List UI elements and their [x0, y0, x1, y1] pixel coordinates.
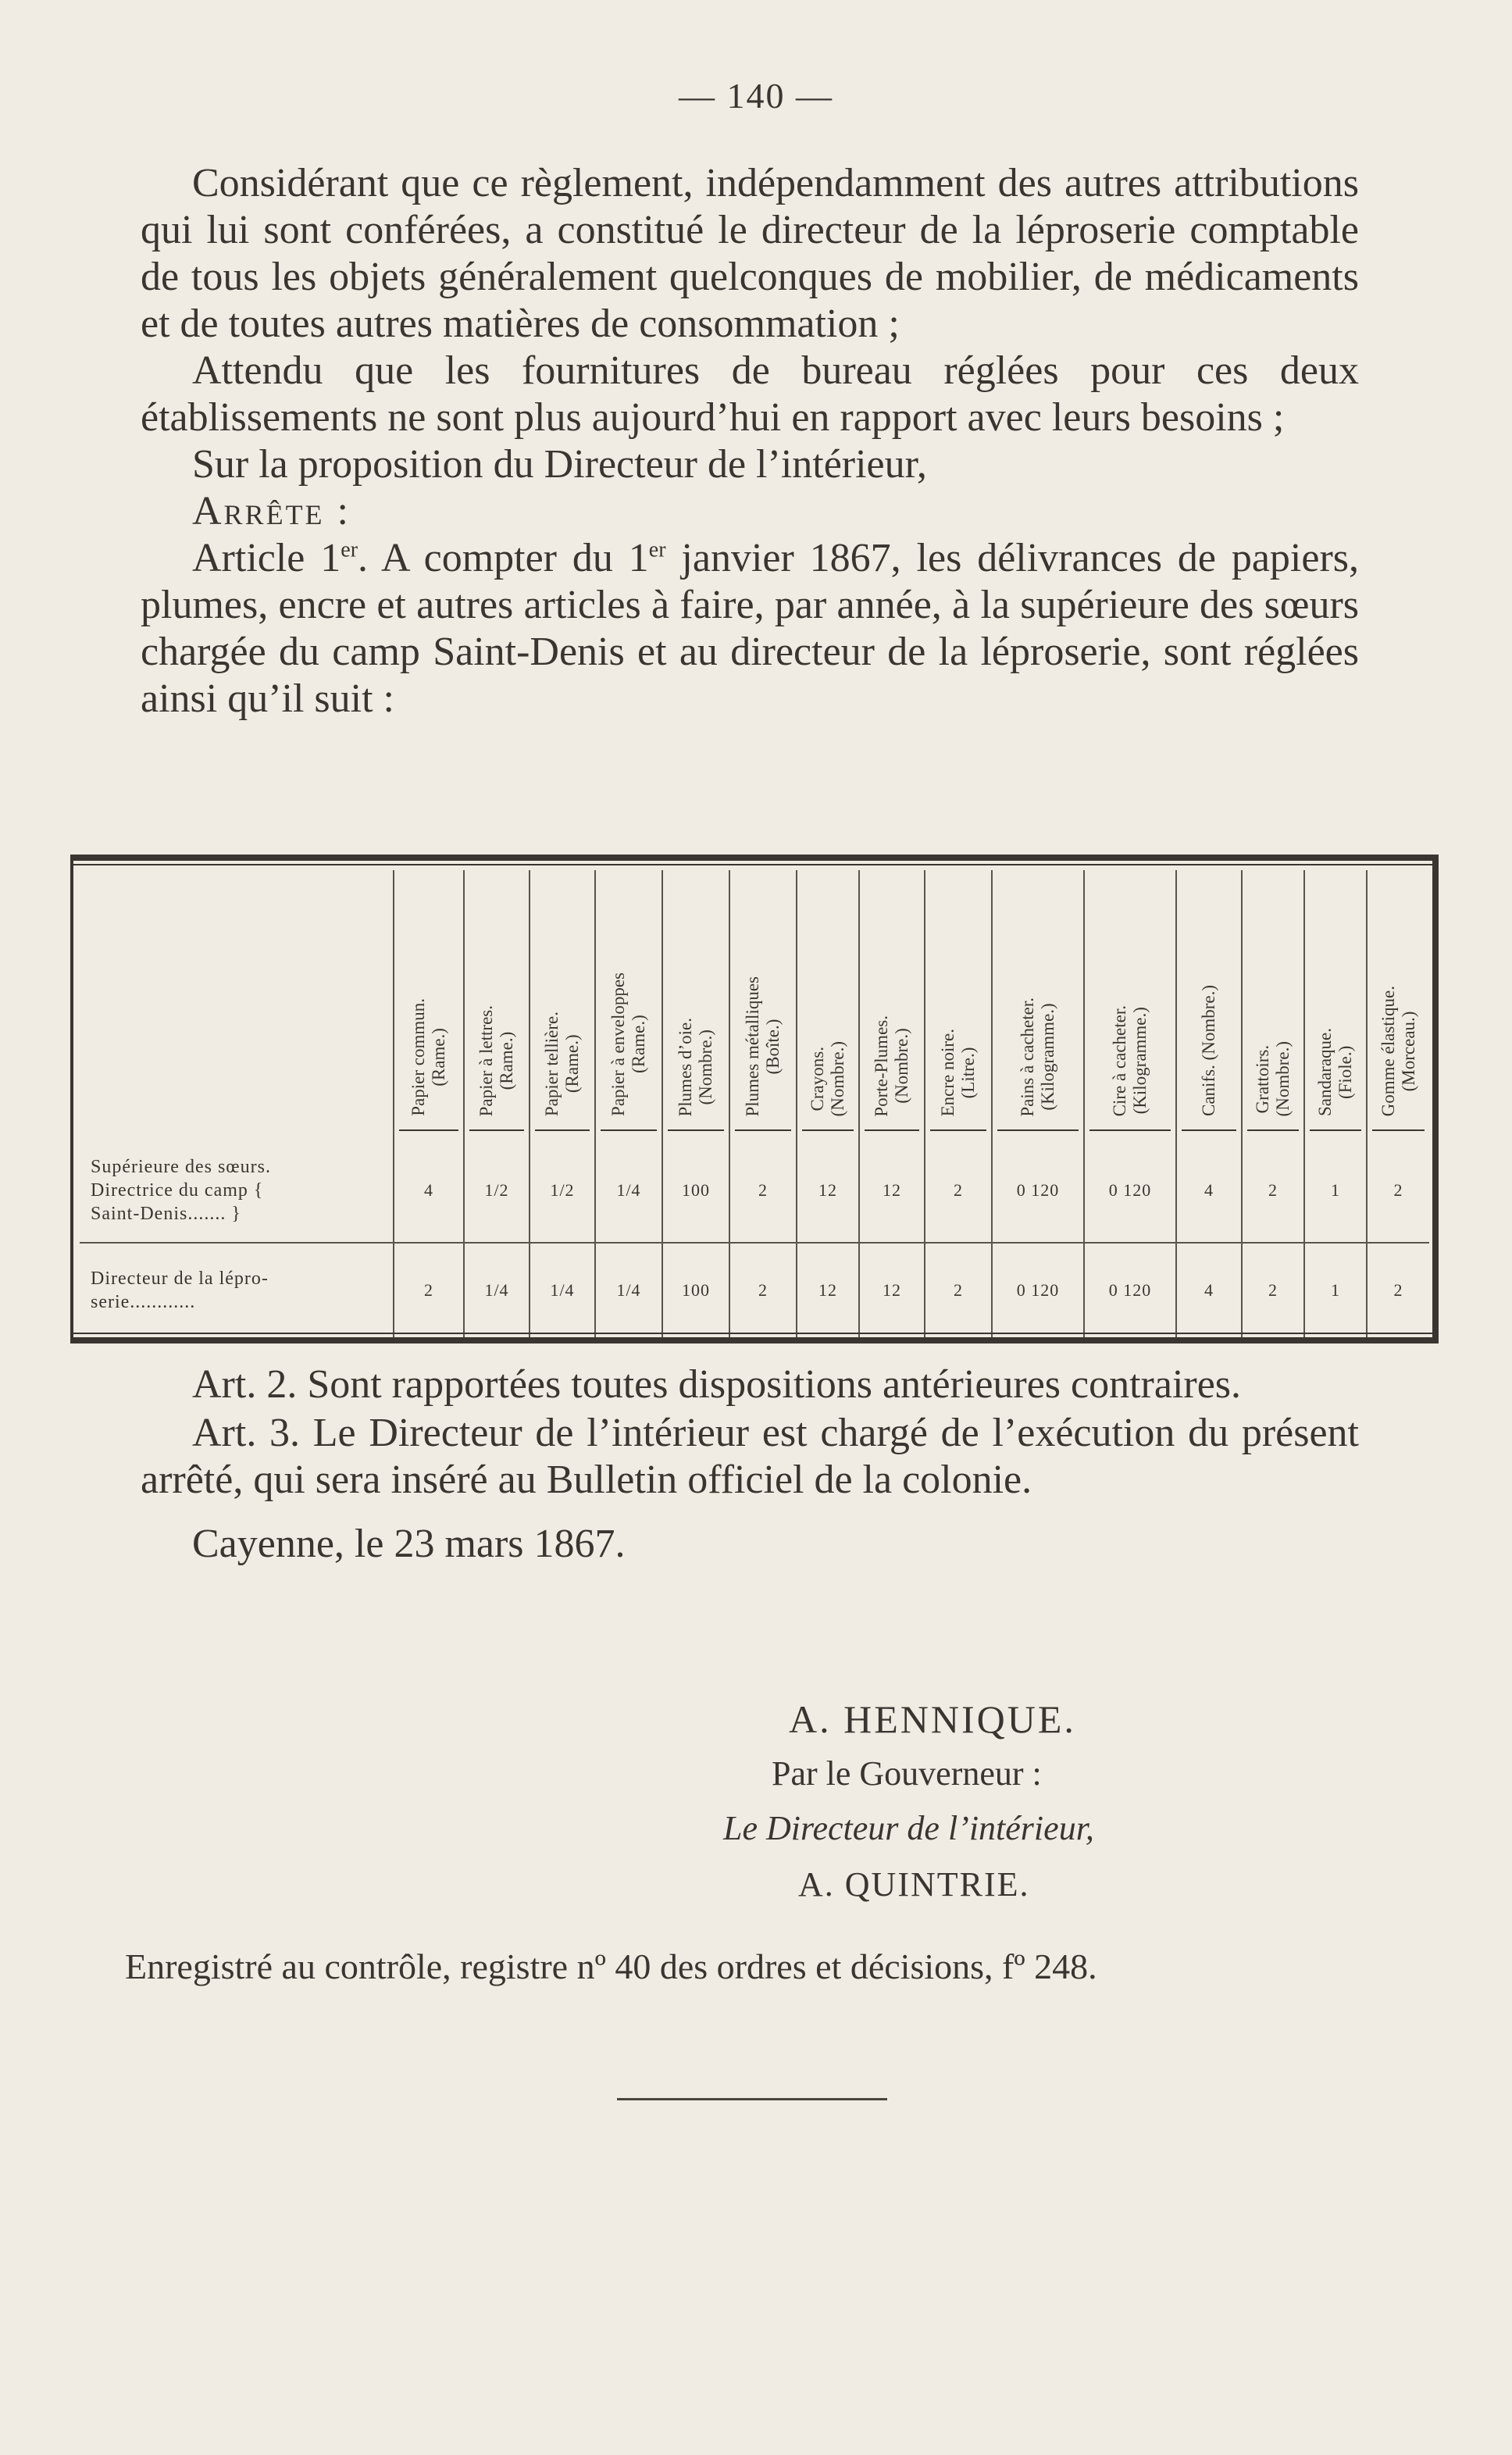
column-underline — [1089, 1129, 1171, 1131]
table-row — [80, 1243, 1429, 1337]
column-header — [859, 870, 925, 1122]
table-cell: 1 — [1304, 1243, 1367, 1337]
column-header — [530, 870, 595, 1122]
table-cell: 2 — [729, 1138, 797, 1242]
table-cell: 1/2 — [464, 1138, 530, 1242]
column-header — [662, 870, 729, 1122]
preamble-considerant: Considérant que ce règlement, indépendamment des autres attributions qui lui sont conférées, a constitué le directeur de la léproserie comptable de tous les objets généralement quelconques de mobilier, de médicaments et de toutes autres matières de consommation ; — [141, 161, 1359, 346]
column-underline — [802, 1129, 854, 1131]
column-header — [464, 870, 530, 1122]
column-header — [1304, 870, 1367, 1122]
column-header-label: Papier tellière. (Rame.) — [542, 1012, 582, 1117]
article-2: Art. 2. Sont rapportées toutes dispositions antérieures contraires. — [192, 1362, 1242, 1407]
row-label-directeur: Directeur de la lépro- serie............ — [80, 1243, 394, 1337]
column-header-label: Gomme élastique. (Morceau.) — [1378, 985, 1418, 1117]
article-1: Article 1er. A compter du 1er janvier 1867, les délivrances de papiers, plumes, encre et autres articles à faire, par année, à la supérieure des sœurs chargée du camp Saint-Denis et au directeur de la léproserie, sont réglées ainsi qu’il suit : — [141, 536, 1359, 721]
table-cell: 4 — [1176, 1243, 1242, 1337]
column-underline — [735, 1129, 791, 1131]
column-underline — [865, 1129, 919, 1131]
column-header-label: Sandaraque. (Fiole.) — [1315, 1028, 1355, 1117]
table-cell: 2 — [925, 1243, 992, 1337]
column-header — [394, 870, 464, 1122]
table-cell: 12 — [859, 1243, 925, 1337]
signature-governor: A. HENNIQUE. — [789, 1697, 1076, 1741]
column-header-label: Grattoirs. (Nombre.) — [1253, 1040, 1293, 1117]
row-label-superieure: Supérieure des sœurs. Directrice du camp { Saint-Denis....... } — [91, 1156, 271, 1224]
page-number: — 140 — — [679, 76, 833, 116]
preamble-proposition: Sur la proposition du Directeur de l’intérieur, — [192, 442, 927, 487]
column-underline — [1182, 1129, 1236, 1131]
column-header-label: Porte-Plumes. (Nombre.) — [872, 1015, 911, 1117]
preamble — [141, 160, 1359, 723]
signature-by: Par le Gouverneur : — [772, 1754, 1042, 1793]
table-cell: 0 120 — [1084, 1243, 1176, 1337]
column-header — [1242, 870, 1304, 1122]
column-header-label: Plumes d’oie. (Nombre.) — [676, 1017, 715, 1117]
table-cell: 1/4 — [595, 1138, 662, 1242]
column-header-label: Papier à enveloppes (Rame.) — [608, 972, 648, 1117]
column-header-label: Canifs. (Nombre.) — [1199, 985, 1218, 1117]
table-cell: 1/4 — [530, 1243, 595, 1337]
closing-articles — [141, 1361, 1359, 1568]
table-cell: 12 — [797, 1243, 859, 1337]
column-underline — [601, 1129, 657, 1131]
column-header — [925, 870, 992, 1122]
column-header-label: Papier commun. (Rame.) — [408, 998, 448, 1117]
column-header — [595, 870, 662, 1122]
signature-director: A. QUINTRIE. — [798, 1865, 1030, 1904]
table-cell: 100 — [662, 1243, 729, 1337]
column-underline — [1310, 1129, 1361, 1131]
article-3: Art. 3. Le Directeur de l’intérieur est chargé de l’exécution du présent arrêté, qui sera inséré au Bulletin officiel de la colonie. — [141, 1411, 1359, 1502]
column-underline — [399, 1129, 458, 1131]
table-cell: 4 — [1176, 1138, 1242, 1242]
column-underline — [1372, 1129, 1425, 1131]
column-header — [729, 870, 797, 1122]
column-header — [1367, 870, 1429, 1122]
supplies-grid — [80, 870, 1429, 1337]
column-underline — [930, 1129, 986, 1131]
column-header — [1084, 870, 1176, 1122]
table-cell: 2 — [394, 1243, 464, 1337]
column-header-label: Encre noire. (Litre.) — [938, 1028, 978, 1117]
table-cell: 1/2 — [530, 1138, 595, 1242]
table-cell: 1 — [1304, 1138, 1367, 1242]
table-cell: 2 — [729, 1243, 797, 1337]
row-label-header — [80, 870, 394, 1122]
table-cell: 0 120 — [992, 1243, 1084, 1337]
place-date: Cayenne, le 23 mars 1867. — [192, 1522, 626, 1566]
column-underline — [535, 1129, 590, 1131]
table-cell: 2 — [1367, 1138, 1429, 1242]
table-cell: 1/4 — [464, 1243, 530, 1337]
column-header — [992, 870, 1084, 1122]
column-underline — [997, 1129, 1079, 1131]
footer-rule — [617, 2098, 887, 2100]
column-header-label: Papier à lettres. (Rame.) — [476, 1004, 516, 1117]
table-cell: 4 — [394, 1138, 464, 1242]
table-header-row — [80, 870, 1429, 1122]
table-cell: 100 — [662, 1138, 729, 1242]
column-header-label: Plumes métalliques (Boîte.) — [743, 976, 783, 1117]
column-header-label: Pains à cacheter. (Kilogramme.) — [1018, 997, 1057, 1117]
table-cell: 2 — [1242, 1138, 1304, 1242]
table-cell: 12 — [797, 1138, 859, 1242]
supplies-table — [70, 855, 1439, 1343]
table-row — [80, 1138, 1429, 1242]
registration-note: Enregistré au contrôle, registre nº 40 des ordres et décisions, fº 248. — [125, 1947, 1097, 1986]
preamble-attendu: Attendu que les fournitures de bureau réglées pour ces deux établissements ne sont plus aujourd’hui en rapport avec leurs besoins ; — [141, 348, 1359, 440]
table-cell: 2 — [1367, 1243, 1429, 1337]
table-cell: 2 — [925, 1138, 992, 1242]
header-underline-row — [80, 1122, 1429, 1138]
column-header — [1176, 870, 1242, 1122]
column-header — [797, 870, 859, 1122]
column-header-label: Cire à cacheter. (Kilogramme.) — [1110, 1004, 1150, 1117]
table-cell: 0 120 — [1084, 1138, 1176, 1242]
column-underline — [668, 1129, 724, 1131]
table-cell: 12 — [859, 1138, 925, 1242]
table-cell: 0 120 — [992, 1138, 1084, 1242]
signature-title: Le Directeur de l’intérieur, — [723, 1809, 1094, 1847]
table-cell: 1/4 — [595, 1243, 662, 1337]
column-underline — [469, 1129, 524, 1131]
column-header-label: Crayons. (Nombre.) — [808, 1040, 847, 1117]
column-underline — [1247, 1129, 1299, 1131]
table-cell: 2 — [1242, 1243, 1304, 1337]
arrete-heading: Arrête : — [192, 489, 351, 533]
